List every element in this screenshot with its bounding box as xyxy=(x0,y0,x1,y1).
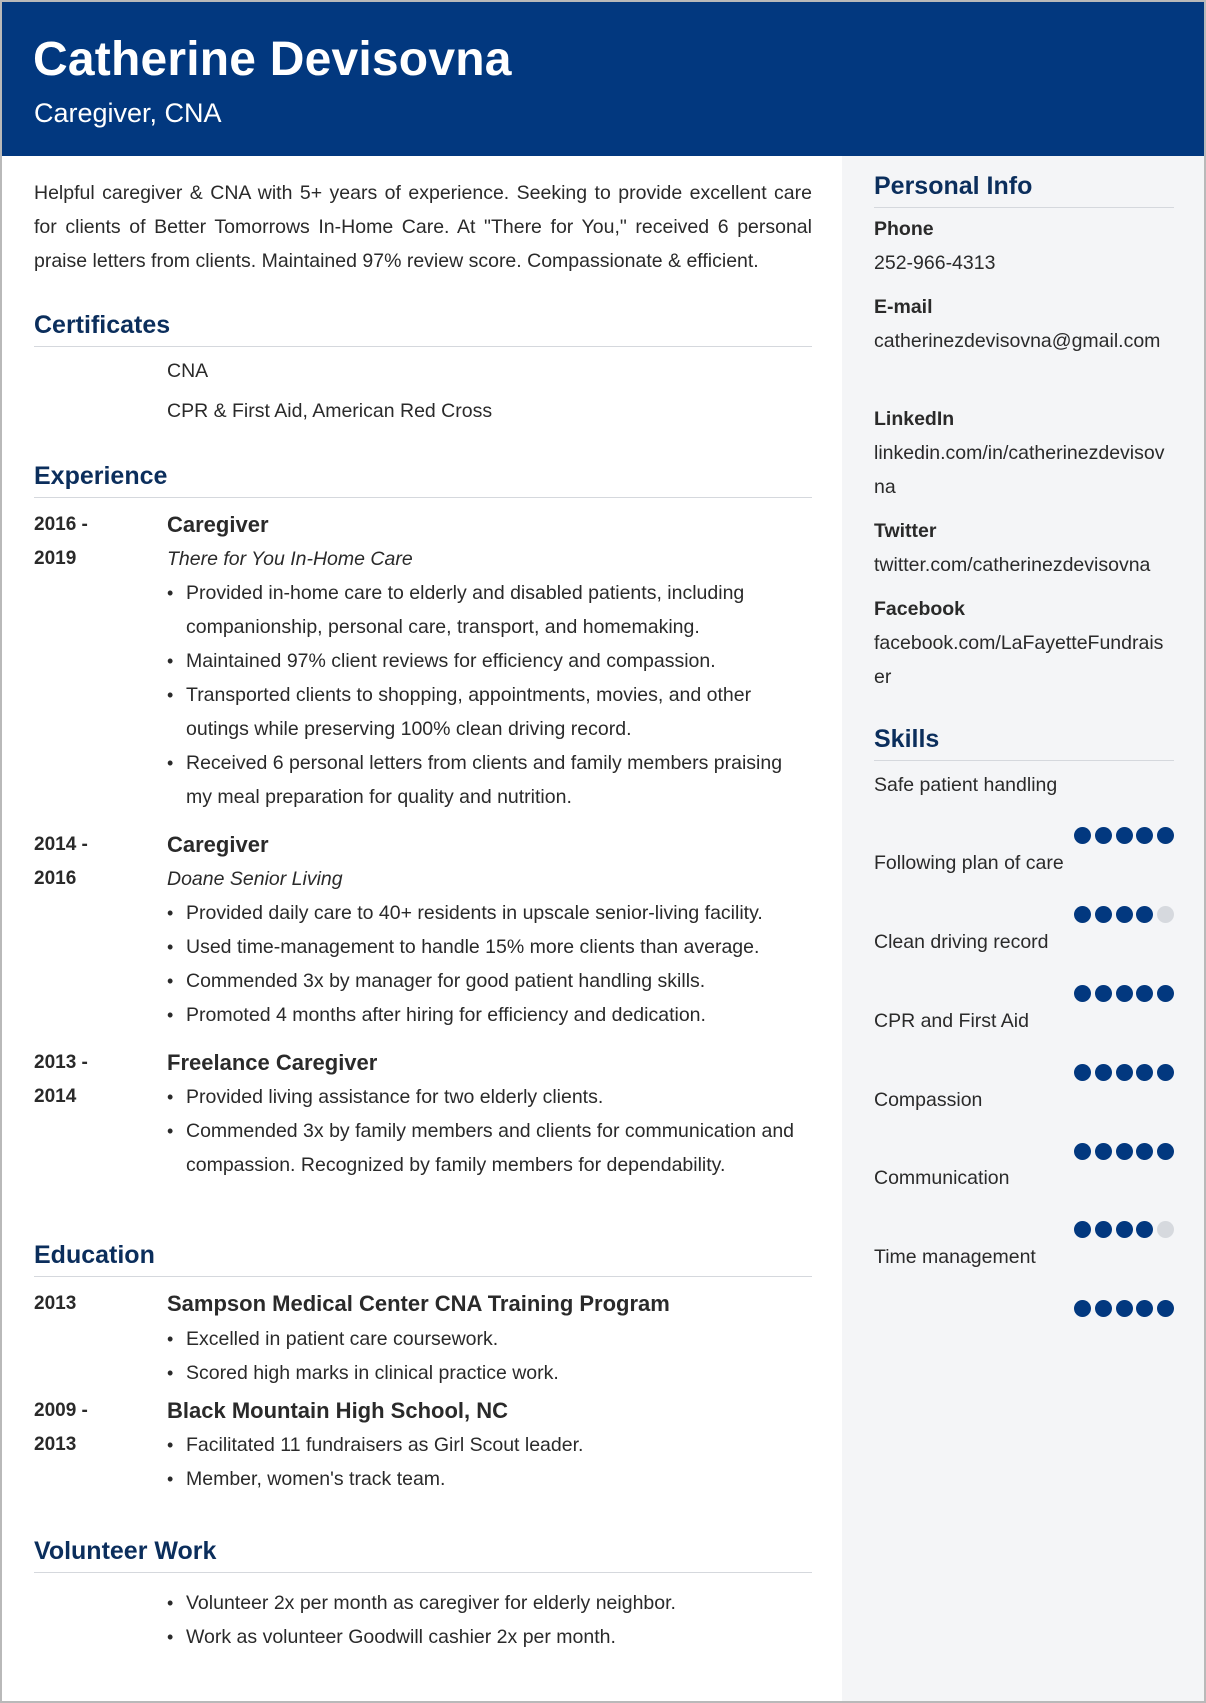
rating-dot-filled xyxy=(1074,906,1091,923)
education-bullets xyxy=(167,1322,812,1390)
certificate-item: CNA xyxy=(167,360,209,382)
rating-dot-filled xyxy=(1074,1064,1091,1081)
bullet-item: • Commended 3x by family members and clients for communication and compassion. Recognized by family members for dependability. xyxy=(167,1114,812,1182)
job-date-end: 2016 xyxy=(34,868,77,889)
section-title-volunteer: Volunteer Work xyxy=(34,1534,812,1573)
rating-dot-filled xyxy=(1136,827,1153,844)
rating-dot-filled xyxy=(1157,1064,1174,1081)
rating-dot-filled xyxy=(1116,906,1133,923)
section-title-skills: Skills xyxy=(874,722,1174,761)
info-label-linkedin: LinkedIn xyxy=(874,408,955,430)
job-date-end: 2014 xyxy=(34,1086,77,1107)
info-label-email: E-mail xyxy=(874,296,933,318)
bullet-item: • Provided daily care to 40+ residents in upscale senior-living facility. xyxy=(167,896,812,930)
rating-dot-filled xyxy=(1074,1143,1091,1160)
rating-dot-filled xyxy=(1095,1064,1112,1081)
rating-dot-filled xyxy=(1136,1221,1153,1238)
job-date-start: 2013 - xyxy=(34,1052,88,1073)
rating-dot-filled xyxy=(1136,1143,1153,1160)
bullet-item: • Work as volunteer Goodwill cashier 2x per month. xyxy=(167,1620,812,1654)
bullet-item: • Provided in-home care to elderly and disabled patients, including companionship, personal care, transport, and homemaking. xyxy=(167,576,812,644)
rating-dot-empty xyxy=(1157,1221,1174,1238)
candidate-name: Catherine Devisovna xyxy=(33,33,512,86)
skill-rating xyxy=(1074,1143,1174,1161)
skill-rating xyxy=(1074,827,1174,845)
education-school: Sampson Medical Center CNA Training Program xyxy=(167,1291,670,1316)
skill-name: Safe patient handling xyxy=(874,774,1058,796)
rating-dot-filled xyxy=(1095,1221,1112,1238)
bullet-item: • Commended 3x by manager for good patient handling skills. xyxy=(167,964,812,998)
rating-dot-filled xyxy=(1136,985,1153,1002)
info-value-linkedin[interactable]: linkedin.com/in/catherinezdevisovna xyxy=(874,442,1165,498)
skill-name: Communication xyxy=(874,1167,1010,1189)
bullet-item: • Volunteer 2x per month as caregiver for elderly neighbor. xyxy=(167,1586,812,1620)
skill-rating xyxy=(1074,1064,1174,1082)
job-title: Caregiver xyxy=(167,512,269,537)
job-employer: There for You In-Home Care xyxy=(167,548,413,570)
certificate-item: CPR & First Aid, American Red Cross xyxy=(167,400,493,422)
rating-dot-filled xyxy=(1095,985,1112,1002)
bullet-item: • Transported clients to shopping, appointments, movies, and other outings while preserving 100% clean driving record. xyxy=(167,678,812,746)
info-label-twitter: Twitter xyxy=(874,520,937,542)
bullet-item: • Scored high marks in clinical practice work. xyxy=(167,1356,812,1390)
bullet-item: • Provided living assistance for two elderly clients. xyxy=(167,1080,812,1114)
education-date-end: 2013 xyxy=(34,1434,77,1455)
education-date-start: 2009 - xyxy=(34,1400,88,1421)
skill-name: Time management xyxy=(874,1246,1036,1268)
job-date-start: 2016 - xyxy=(34,514,88,535)
rating-dot-filled xyxy=(1157,1300,1174,1317)
info-label-phone: Phone xyxy=(874,218,934,240)
bullet-item: • Excelled in patient care coursework. xyxy=(167,1322,812,1356)
section-title-personal-info: Personal Info xyxy=(874,169,1174,208)
rating-dot-filled xyxy=(1157,985,1174,1002)
skill-rating xyxy=(1074,985,1174,1003)
job-date-start: 2014 - xyxy=(34,834,88,855)
main-column xyxy=(34,156,812,1701)
info-value-phone: 252-966-4313 xyxy=(874,252,996,274)
skill-rating xyxy=(1074,906,1174,924)
rating-dot-filled xyxy=(1074,1221,1091,1238)
info-value-email[interactable]: catherinezdevisovna@gmail.com xyxy=(874,330,1161,352)
skill-rating xyxy=(1074,1221,1174,1239)
skill-name: Compassion xyxy=(874,1089,983,1111)
education-bullets xyxy=(167,1428,812,1496)
skill-rating xyxy=(1074,1300,1174,1318)
bullet-item: • Maintained 97% client reviews for efficiency and compassion. xyxy=(167,644,812,678)
job-bullets xyxy=(167,1080,812,1182)
rating-dot-filled xyxy=(1116,1143,1133,1160)
skill-name: Clean driving record xyxy=(874,931,1049,953)
job-employer: Doane Senior Living xyxy=(167,868,343,890)
rating-dot-filled xyxy=(1095,1143,1112,1160)
rating-dot-filled xyxy=(1116,985,1133,1002)
bullet-item: • Received 6 personal letters from clients and family members praising my meal preparation for quality and nutrition. xyxy=(167,746,812,814)
rating-dot-filled xyxy=(1136,1064,1153,1081)
summary-text: Helpful caregiver & CNA with 5+ years of experience. Seeking to provide excellent care for clients of Better Tomorrows In-Home Care. At "There for You," received 6 personal praise letters from clients. Maintained 97% review score. Compassionate & efficient. xyxy=(34,182,812,272)
resume-header xyxy=(2,2,1204,156)
job-bullets xyxy=(167,576,812,814)
rating-dot-filled xyxy=(1136,906,1153,923)
rating-dot-filled xyxy=(1116,827,1133,844)
info-label-facebook: Facebook xyxy=(874,598,966,620)
bullet-item: • Member, women's track team. xyxy=(167,1462,812,1496)
candidate-role: Caregiver, CNA xyxy=(34,98,222,128)
section-title-experience: Experience xyxy=(34,459,812,498)
rating-dot-filled xyxy=(1116,1221,1133,1238)
volunteer-bullets xyxy=(167,1586,812,1654)
rating-dot-filled xyxy=(1157,1143,1174,1160)
rating-dot-filled xyxy=(1074,827,1091,844)
skill-name: Following plan of care xyxy=(874,852,1064,874)
rating-dot-filled xyxy=(1095,1300,1112,1317)
education-date: 2013 xyxy=(34,1293,77,1314)
bullet-item: • Used time-management to handle 15% more clients than average. xyxy=(167,930,812,964)
bullet-item: • Facilitated 11 fundraisers as Girl Scout leader. xyxy=(167,1428,812,1462)
rating-dot-filled xyxy=(1116,1300,1133,1317)
skill-name: CPR and First Aid xyxy=(874,1010,1029,1032)
rating-dot-filled xyxy=(1074,985,1091,1002)
sidebar xyxy=(842,156,1204,1701)
job-title: Caregiver xyxy=(167,832,269,857)
rating-dot-filled xyxy=(1095,827,1112,844)
rating-dot-filled xyxy=(1116,1064,1133,1081)
rating-dot-filled xyxy=(1157,827,1174,844)
job-title: Freelance Caregiver xyxy=(167,1050,378,1075)
bullet-item: • Promoted 4 months after hiring for efficiency and dedication. xyxy=(167,998,812,1032)
job-date-end: 2019 xyxy=(34,548,77,569)
education-school: Black Mountain High School, NC xyxy=(167,1398,509,1423)
job-bullets xyxy=(167,896,812,1032)
rating-dot-filled xyxy=(1074,1300,1091,1317)
info-value-twitter[interactable]: twitter.com/catherinezdevisovna xyxy=(874,554,1151,576)
section-title-certificates: Certificates xyxy=(34,308,812,347)
rating-dot-filled xyxy=(1136,1300,1153,1317)
rating-dot-empty xyxy=(1157,906,1174,923)
section-title-education: Education xyxy=(34,1238,812,1277)
info-value-facebook[interactable]: facebook.com/LaFayetteFundraiser xyxy=(874,632,1164,688)
rating-dot-filled xyxy=(1095,906,1112,923)
